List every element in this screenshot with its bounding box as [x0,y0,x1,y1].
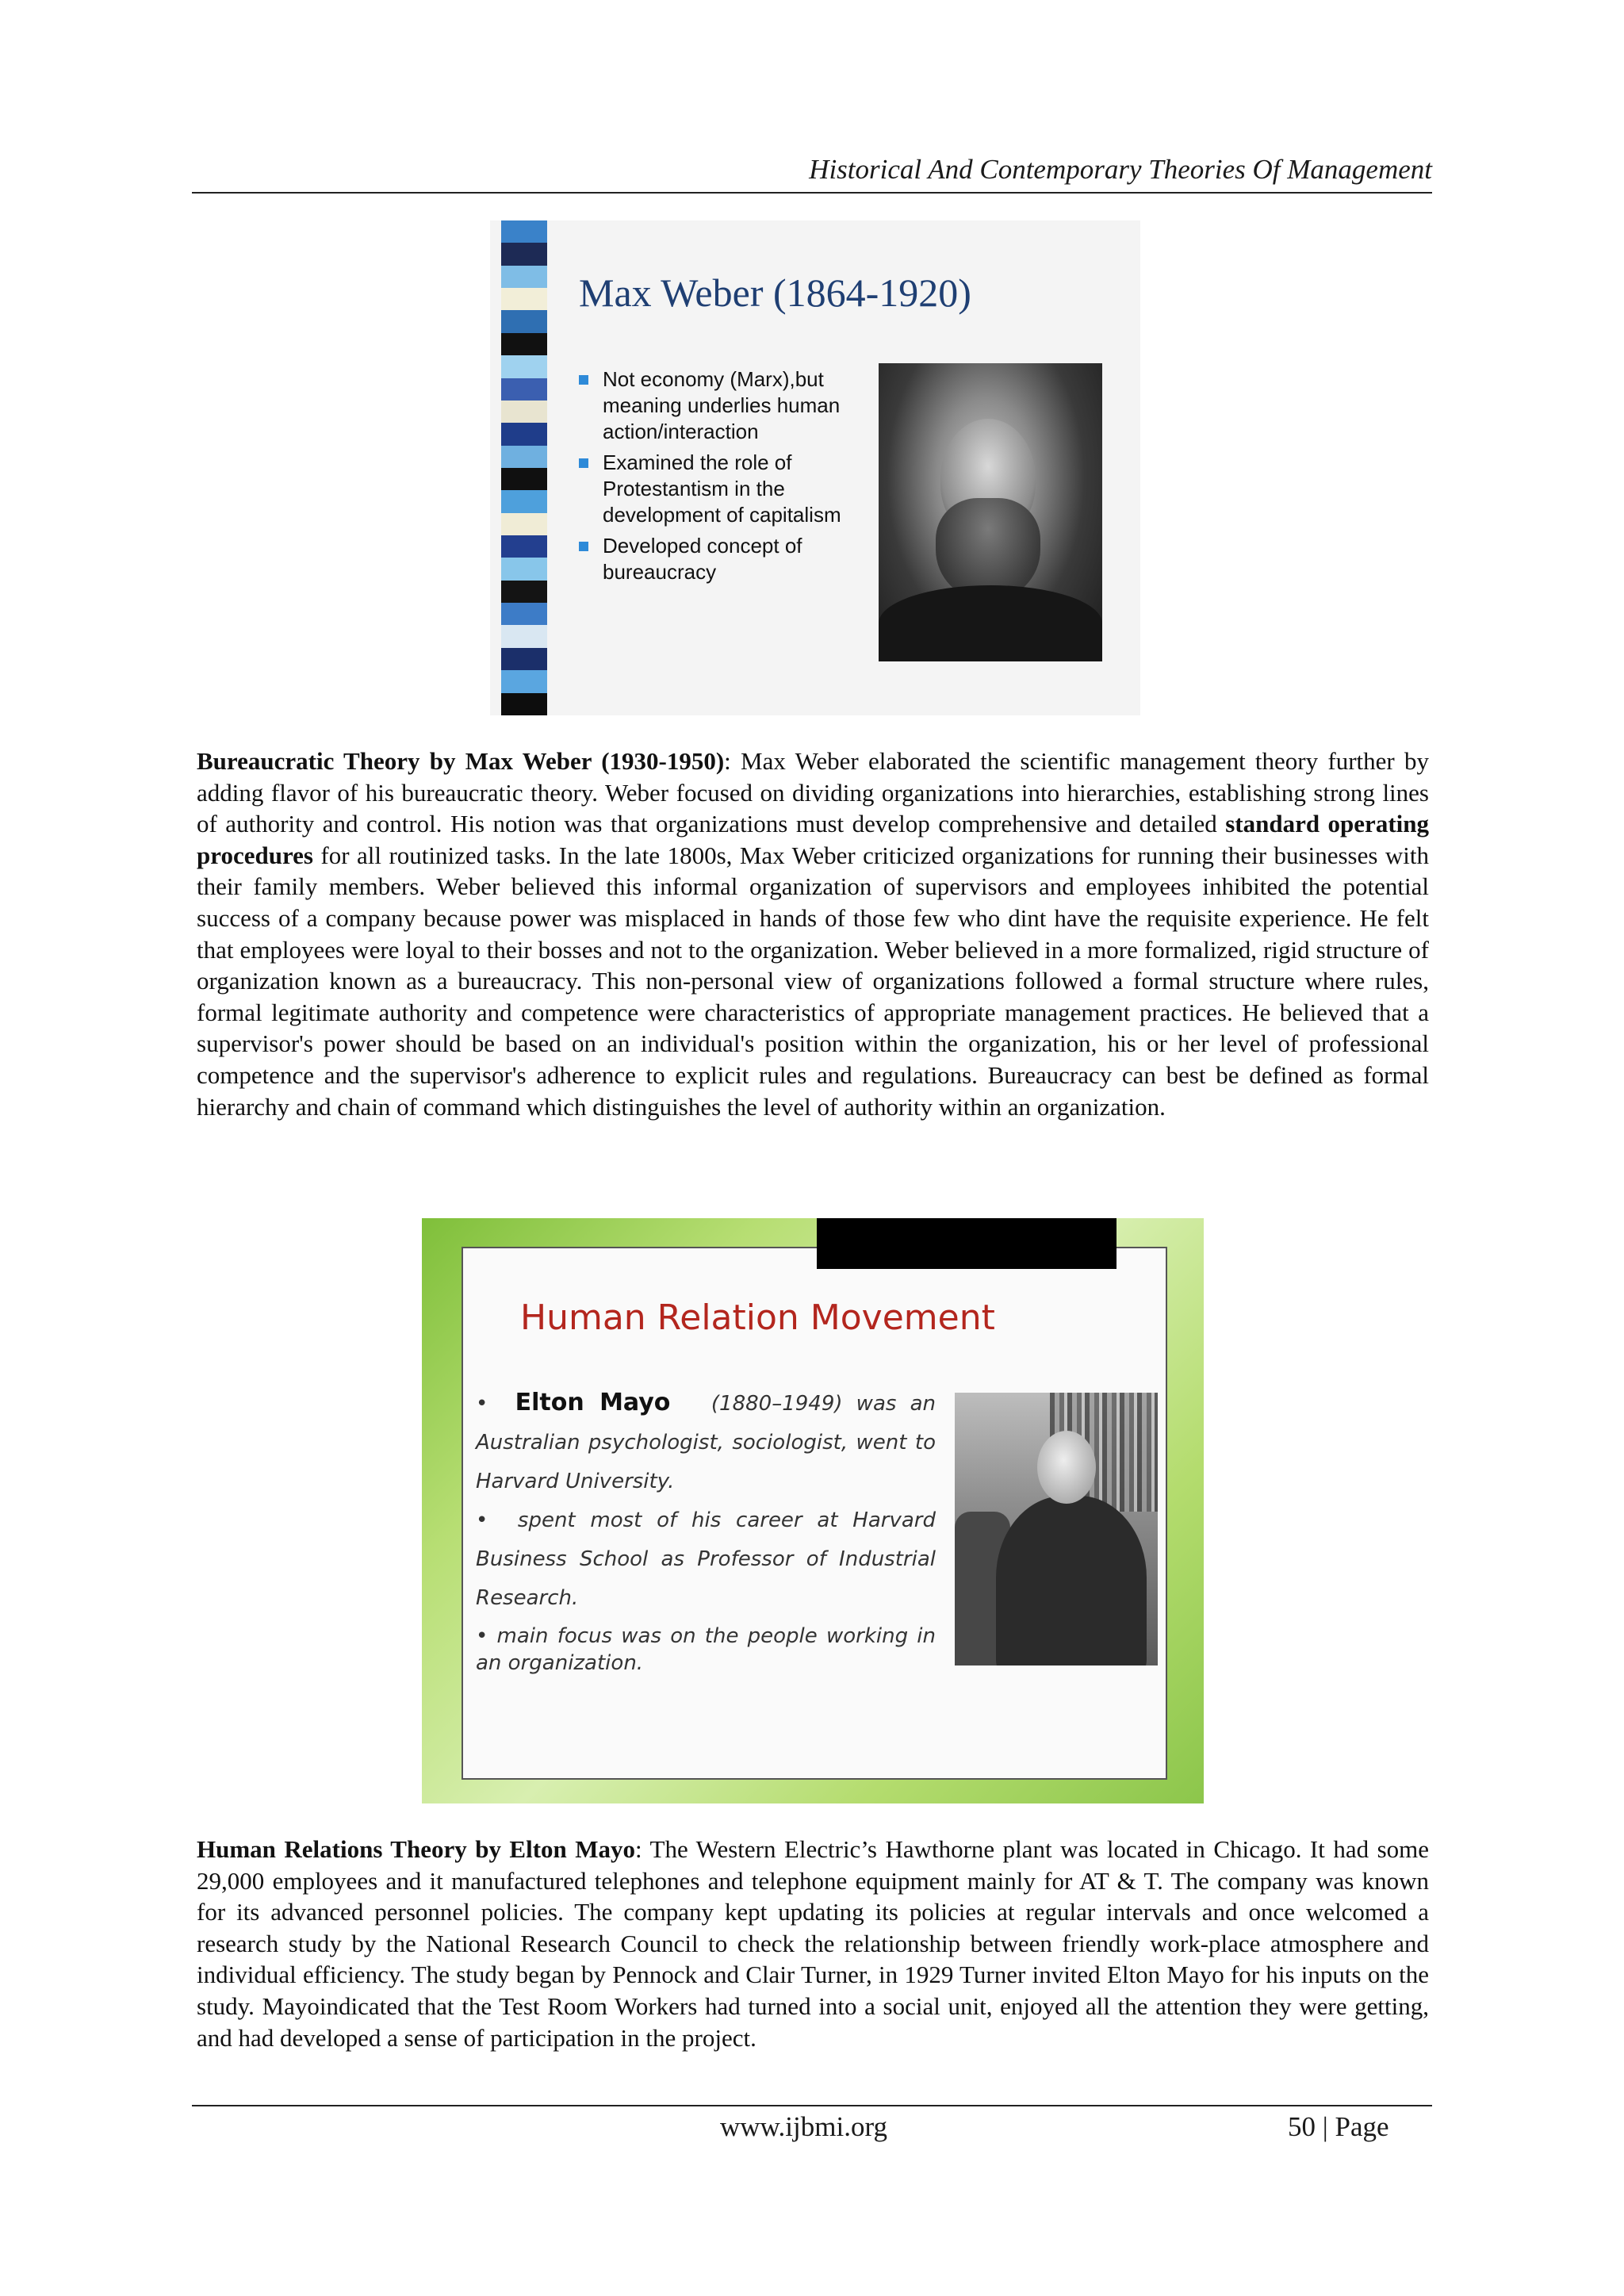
stripe-segment [501,310,547,332]
stripe-segment [501,401,547,423]
stripe-segment [501,333,547,355]
stripe-segment [501,288,547,310]
stripe-segment [501,693,547,715]
slide1-bullet: Examined the role of Protestantism in the development of capitalism [577,450,863,528]
elton-mayo-name: Elton Mayo [515,1389,671,1416]
stripe-segment [501,468,547,490]
stripe-segment [501,490,547,512]
stripe-segment [501,266,547,288]
square-bullet-icon [579,458,588,468]
paragraph-emphasis: standard operating procedures [197,810,1429,869]
slide1-bullet: Not economy (Marx),but meaning underlies human action/interaction [577,366,863,445]
square-bullet-icon [579,542,588,551]
slide2-card [462,1247,1167,1780]
human-relation-slide-figure [422,1218,1204,1803]
decorative-stripe [501,220,547,715]
slide2-title: Human Relation Movement [520,1297,995,1338]
stripe-segment [501,670,547,692]
paragraph-lead: Bureaucratic Theory by Max Weber (1930-1950) [197,747,725,775]
stripe-segment [501,513,547,535]
stripe-segment [501,220,547,243]
running-header [192,151,1432,194]
max-weber-slide-figure [490,220,1140,715]
bureaucratic-theory-paragraph: Bureaucratic Theory by Max Weber (1930-1950): Max Weber elaborated the scientific management theory further by adding flavor of his bureaucratic theory. Weber focused on dividing organizations into hierarchies, establishing strong lines of authority and control. His notion was that organizations must develop comprehensive and detailed standard operating procedures for all routinized tasks. In the late 1800s, Max Weber criticized organizations for running their businesses with their family members. Weber believed this informal organization of supervisors and employees inhibited the potential success of a company because power was misplaced in hands of those few who dint have the requisite experience. He felt that employees were loyal to their bosses and not to the organization. Weber believed in a more formalized, rigid structure of organization known as a bureaucracy. This non-personal view of organizations followed a formal structure where rules, formal legitimate authority and competence were characteristics of appropriate management practices. He believed that a supervisor's power should be based on an individual's position within the organization, his or her level of professional competence and the supervisor's adherence to explicit rules and regulations. Bureaucracy can best be defined as formal hierarchy and chain of command which distinguishes the level of authority within an organization. [197,747,1429,1121]
stripe-segment [501,648,547,670]
stripe-segment [501,355,547,378]
square-bullet-icon [579,375,588,385]
max-weber-portrait [879,363,1102,661]
stripe-segment [501,603,547,625]
stripe-segment [501,535,547,558]
slide1-title: Max Weber (1864-1920) [579,270,971,315]
footer-page-number: 50 | Page [1288,2111,1389,2142]
stripe-segment [501,625,547,647]
redaction-bar [817,1218,1116,1269]
stripe-segment [501,558,547,580]
stripe-segment [501,423,547,445]
human-relations-paragraph: Human Relations Theory by Elton Mayo: The Western Electric’s Hawthorne plant was located in Chicago. It had some 29,000 employees and it manufactured telephones and telephone equipment mainly for AT & T. The company was known for its advanced personnel policies. The company kept updating its policies at regular intervals and once welcomed a research study by the National Research Council to check the relationship between friendly work-place atmosphere and individual efficiency. The study began by Pennock and Clair Turner, in 1929 Turner invited Elton Mayo for his inputs on the study. Mayoindicated that the Test Room Workers had turned into a social unit, enjoyed all the attention they were getting, and had developed a sense of participation in the project. [197,1835,1429,2052]
slide1-bullet: Developed concept of bureaucracy [577,533,863,585]
stripe-segment [501,446,547,468]
stripe-segment [501,243,547,265]
slide1-bullet-list [577,366,863,590]
footer-rule [192,2105,1432,2106]
stripe-segment [501,378,547,401]
footer-url: www.ijbmi.org [720,2111,887,2142]
paragraph-lead: Human Relations Theory by Elton Mayo [197,1835,636,1863]
header-title: Historical And Contemporary Theories Of Management [809,154,1432,185]
stripe-segment [501,581,547,603]
slide2-text: • Elton Mayo (1880–1949) was an Australian psychologist, sociologist, went to Harvard University. • spent most of his career at Harvard Business School as Professor of Industrial Research. • main focus was on the people working in an organization. [476,1389,936,1675]
elton-mayo-portrait [955,1393,1158,1665]
